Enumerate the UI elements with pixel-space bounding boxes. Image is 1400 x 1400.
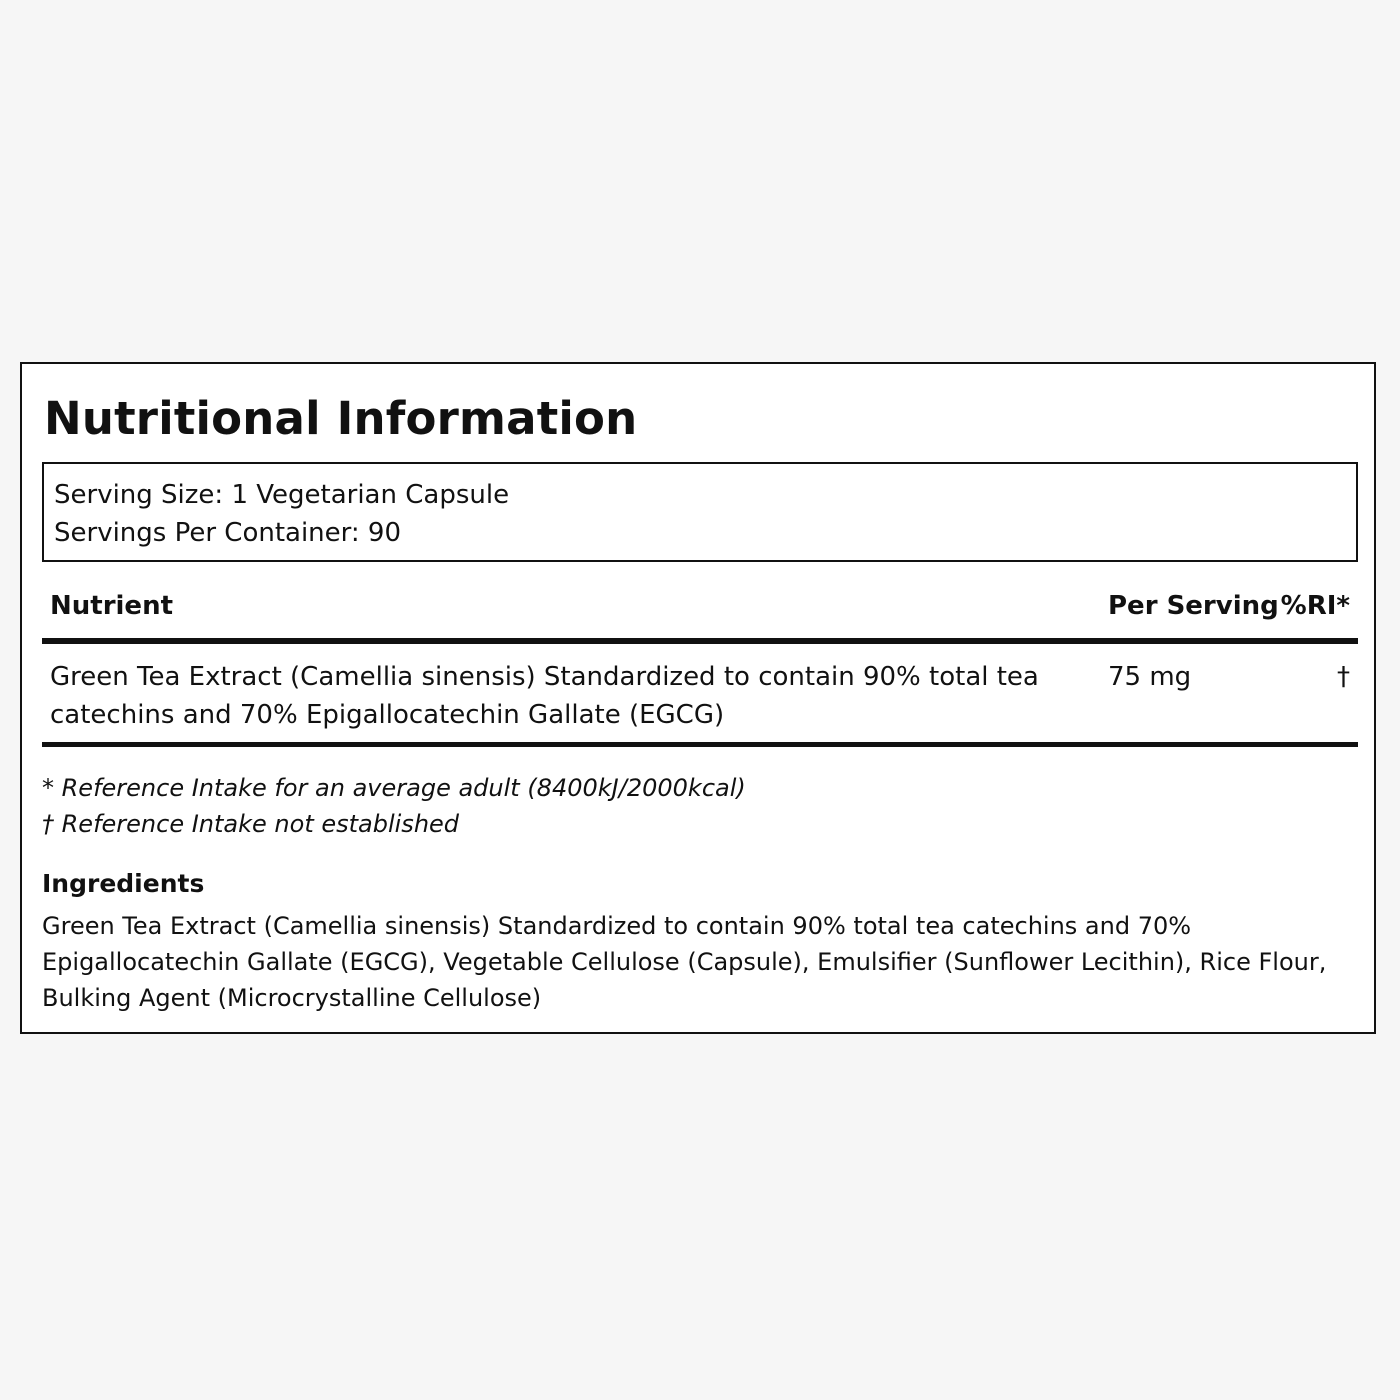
ingredients-heading: Ingredients — [42, 869, 205, 898]
header-nutrient: Nutrient — [50, 591, 174, 621]
row-ri: † — [1337, 662, 1350, 692]
ingredients-text: Green Tea Extract (Camellia sinensis) Standardized to contain 90% total tea catechins and 70% Epigallocatechin Gallate (EGCG), Vegetable Cellulose (Capsule), Emulsifier (Sunflower Lecithin), Rice Flour, Bulking Agent (Microcrystalline Cellulose) — [42, 912, 1327, 1012]
footnotes — [42, 770, 746, 842]
header-ri: %RI* — [1280, 591, 1350, 621]
footnote-not-established: † Reference Intake not established — [42, 810, 460, 838]
row-nutrient-name: Green Tea Extract (Camellia sinensis) Standardized to contain 90% total tea catechins and 70% Epigallocatechin Gallate (EGCG) — [50, 662, 1039, 730]
footnote-reference-intake: * Reference Intake for an average adult (8400kJ/2000kcal) — [42, 774, 746, 802]
serving-info-box — [42, 462, 1358, 562]
nutrient-table-header — [42, 586, 1358, 644]
panel-title: Nutritional Information — [44, 392, 638, 445]
serving-size: Serving Size: 1 Vegetarian Capsule — [54, 480, 510, 510]
table-row — [42, 654, 1358, 747]
nutrition-panel — [20, 362, 1376, 1034]
header-per-serving: Per Serving — [1108, 591, 1279, 621]
row-per-serving: 75 mg — [1108, 662, 1192, 692]
servings-per-container: Servings Per Container: 90 — [54, 518, 402, 548]
